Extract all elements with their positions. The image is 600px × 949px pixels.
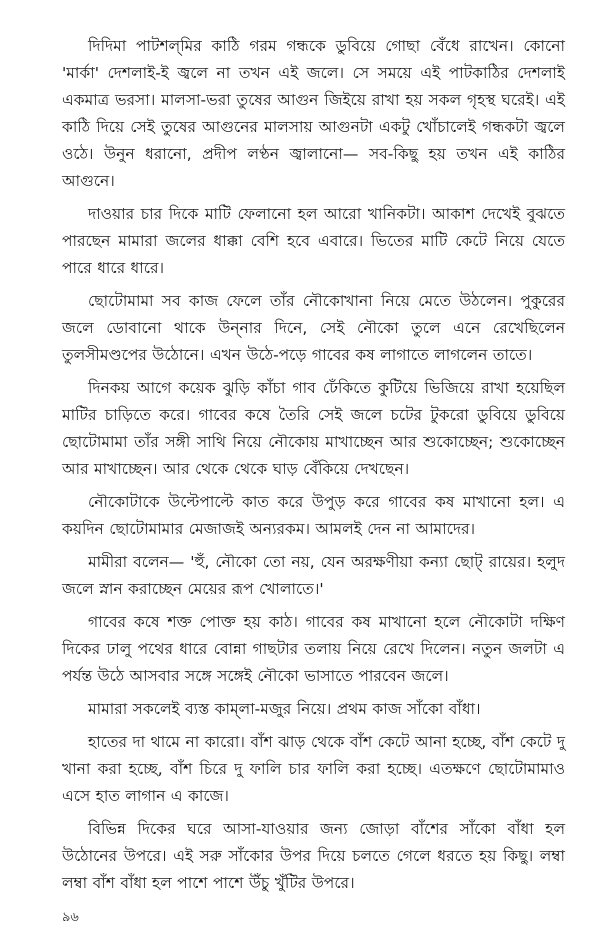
paragraph-6: মামীরা বলেন— 'হুঁ, নৌকো তো নয়, যেন অরক্ষণীয়া কন্যা ছোট্ রায়ের। হলুদ জলে স্নান করাচ্ছেন মেয়ের রূপ খোলাতে।' (62, 553, 565, 598)
paragraph-8: মামারা সকলেই ব্যস্ত কাম্‌লা-মজুর নিয়ে। প্রথম কাজ সাঁকো বাঁধা। (88, 700, 481, 718)
paragraph-2: দাওয়ার চার দিকে মাটি ফেলানো হল আরো খানিকটা। আকাশ দেখেই বুঝতে পারছেন মামারা জলের ধাক্কা বেশি হবে এবারে। ভিতের মাটি কেটে নিয়ে যেতে পারে ধারে ধারে। (62, 205, 565, 277)
page-body (62, 33, 565, 903)
paragraph-7: গাবের কষে শক্ত পোক্ত হয় কাঠ। গাবের কষ মাখানো হলে নৌকোটা দক্ষিণ দিকের ঢালু পথের ধারে বোন্না গাছটার তলায় নিয়ে রেখে দিলেন। নতুন জলটা এ পর্যন্ত উঠে আসবার সঙ্গে সঙ্গেই নৌকো ভাসাতে পারবেন জলে। (62, 613, 565, 685)
paragraph-5: নৌকোটাকে উল্টেপাল্টে কাত করে উপুড় করে গাবের কষ মাখানো হল। এ কয়দিন ছোটোমামার মেজাজই অন্যরকম। আমলই দেন না আমাদের। (62, 493, 565, 538)
page-number: ৯৬ (62, 910, 79, 925)
paragraph-1: দিদিমা পাটশল্‌মির কাঠি গরম গন্ধকে ডুবিয়ে গোছা বেঁধে রাখেন। কোনো 'মার্কা' দেশলাই-ই জ্বলে না তখন এই জলে। সে সময়ে এই পাটকাঠির দেশলাই একমাত্র ভরসা। মালসা-ভরা তুষের আগুন জিইয়ে রাখা হয় সকল গৃহস্থ ঘরেই। এই কাঠি দিয়ে সেই তুষের আগুনের মালসায় আগুনটা একটু খোঁচালেই গন্ধকটা জ্বলে ওঠে। উনুন ধরানো, প্রদীপ লণ্ঠন জ্বালানো— সব-কিছু হয় তখন এই কাঠির আগুনে। (62, 37, 565, 190)
paragraph-4: দিনকয় আগে কয়েক ঝুড়ি কাঁচা গাব ঢেঁকিতে কুটিয়ে ভিজিয়ে রাখা হয়েছিল মাটির চাড়িতে করে। গাবের কষে তৈরি সেই জলে চটের টুকরো ডুবিয়ে ডুবিয়ে ছোটোমামা তাঁর সঙ্গী সাথি নিয়ে নৌকোয় মাখাচ্ছেন আর শুকোচ্ছেন; শুকোচ্ছেন আর মাখাচ্ছেন। আর থেকে থেকে ঘাড় বেঁকিয়ে দেখছেন। (62, 379, 565, 478)
paragraph-3: ছোটোমামা সব কাজ ফেলে তাঁর নৌকোখানা নিয়ে মেতে উঠলেন। পুকুরের জলে ডোবানো থাকে উন্‌নার দিনে, সেই নৌকো তুলে এনে রেখেছিলেন তুলসীমণ্ডপের উঠোনে। এখন উঠে-পড়ে গাবের কষ লাগাতে লাগলেন তাতে। (62, 292, 565, 364)
paragraph-10: বিভিন্ন দিকের ঘরে আসা-যাওয়ার জন্য জোড়া বাঁশের সাঁকো বাঁধা হল উঠোনের উপরে। এই সরু সাঁকোর উপর দিয়ে চলতে গেলে ধরতে হয় কিছু। লম্বা লম্বা বাঁশ বাঁধা হল পাশে পাশে উঁচু খুঁটির উপরে। (62, 820, 565, 892)
paragraph-9: হাতের দা থামে না কারো। বাঁশ ঝাড় থেকে বাঁশ কেটে আনা হচ্ছে, বাঁশ কেটে দু খানা করা হচ্ছে, বাঁশ চিরে দু ফালি চার ফালি করা হচ্ছে। এতক্ষণে ছোটোমামাও এসে হাত লাগান এ কাজে। (62, 733, 565, 805)
